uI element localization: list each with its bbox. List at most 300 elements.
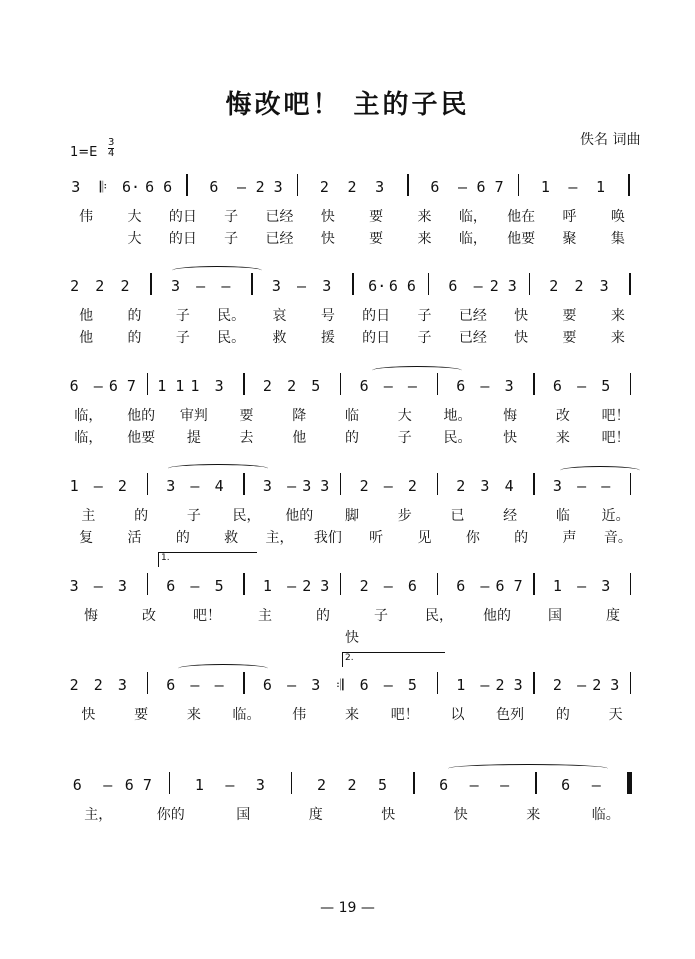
note: – xyxy=(577,477,587,495)
barline xyxy=(518,174,520,196)
time-sig-denominator: 4 xyxy=(108,148,115,159)
lyric-word: 去 xyxy=(239,430,254,446)
lyric-word: 我们 xyxy=(313,530,342,546)
lyric-line xyxy=(62,627,642,647)
lyric-word: 他的 xyxy=(483,608,511,624)
lyric-word: 国 xyxy=(548,608,562,624)
lyric-line xyxy=(62,427,642,447)
lyric-word: 国 xyxy=(236,807,251,823)
note: 6 xyxy=(262,676,272,694)
note: – xyxy=(287,676,297,694)
note: 2 xyxy=(120,277,130,295)
note: – xyxy=(287,477,297,495)
note: – xyxy=(93,477,103,495)
lyric-word: 已经 xyxy=(265,209,294,225)
note: – xyxy=(103,776,113,794)
lyric-word: 救 xyxy=(224,530,239,546)
note: 3 xyxy=(255,776,265,794)
lyric-word: 集 xyxy=(610,231,625,247)
lyric-word: 的 xyxy=(175,530,190,546)
lyric-word: 子 xyxy=(374,608,388,624)
lyric-line xyxy=(62,605,642,625)
lyric-word: 主， xyxy=(84,807,113,823)
lyric-word: 要 xyxy=(562,308,577,324)
note: – xyxy=(457,178,467,196)
lyric-word: 子 xyxy=(175,308,190,324)
note: 6· xyxy=(368,277,387,295)
key-signature xyxy=(70,145,97,160)
lyric-word: 的日 xyxy=(168,231,197,247)
note: 2 3 xyxy=(592,676,620,694)
note: – xyxy=(591,776,601,794)
lyric-word: 临， xyxy=(74,408,103,424)
lyric-word: 色列 xyxy=(496,707,525,723)
lyric-word: 民， xyxy=(425,608,453,624)
barline xyxy=(533,573,535,595)
lyric-word: 来 xyxy=(417,231,432,247)
note: 5 xyxy=(311,377,321,395)
lyric-word: 地。 xyxy=(443,408,472,424)
note: 1 xyxy=(596,178,606,196)
lyric-word: 哀 xyxy=(272,308,287,324)
note: 6 xyxy=(448,277,458,295)
note: 2 xyxy=(549,277,559,295)
lyric-word: 聚 xyxy=(562,231,577,247)
note: 3 xyxy=(262,477,272,495)
lyric-word: 要 xyxy=(134,707,149,723)
note: 3 xyxy=(375,178,385,196)
lyric-word: 大 xyxy=(397,408,412,424)
lyric-word: 子 xyxy=(417,330,432,346)
note: 3 xyxy=(599,277,609,295)
note: 6 7 xyxy=(476,178,504,196)
note: 4 xyxy=(214,477,224,495)
note: – xyxy=(407,377,417,395)
barline xyxy=(186,174,188,196)
note: 2 xyxy=(117,477,127,495)
page-number: — 19 — xyxy=(320,900,375,916)
lyric-word: 来 xyxy=(610,308,625,324)
slur xyxy=(172,266,262,275)
note: 1 xyxy=(540,178,550,196)
lyric-word: 吧！ xyxy=(390,707,419,723)
lyric-word: 他 xyxy=(79,308,94,324)
lyric-word: 的日 xyxy=(168,209,197,225)
barline xyxy=(413,772,415,794)
note: 3 xyxy=(552,477,562,495)
lyric-word: 快 xyxy=(345,630,359,646)
time-sig-numerator: 3 xyxy=(108,137,115,148)
barline xyxy=(437,672,439,694)
barline xyxy=(437,573,439,595)
note: 6 xyxy=(439,776,449,794)
lyric-word: 来 xyxy=(610,330,625,346)
lyric-word: 近。 xyxy=(601,508,630,524)
note: 3 xyxy=(166,477,176,495)
lyric-word: 活 xyxy=(127,530,142,546)
note: 2 xyxy=(347,776,357,794)
note: 6 xyxy=(561,776,571,794)
lyric-word: 见 xyxy=(417,530,432,546)
note: 6 xyxy=(552,377,562,395)
lyric-word: 子 xyxy=(417,308,432,324)
barline xyxy=(407,174,409,196)
note: 3 xyxy=(214,377,224,395)
note: 2 3 xyxy=(302,577,330,595)
lyric-word: 的 xyxy=(555,707,570,723)
lyric-line xyxy=(62,505,642,525)
lyric-word: 要 xyxy=(369,231,384,247)
slur xyxy=(178,664,268,673)
barline xyxy=(533,373,535,395)
slur xyxy=(448,764,608,773)
lyric-word: 已经 xyxy=(458,330,487,346)
lyric-word: 经 xyxy=(503,508,518,524)
note: – xyxy=(93,577,103,595)
lyric-word: 子 xyxy=(397,430,412,446)
note: 5 xyxy=(214,577,224,595)
note: 2 xyxy=(93,676,103,694)
lyric-word: 大 xyxy=(127,231,142,247)
note: 2 xyxy=(70,277,80,295)
barline xyxy=(630,672,632,694)
barline xyxy=(533,672,535,694)
note: 2 xyxy=(456,477,466,495)
lyric-word: 的 xyxy=(514,530,529,546)
lyric-line xyxy=(62,804,642,824)
lyric-word: 的日 xyxy=(362,308,391,324)
lyric-word: 要 xyxy=(239,408,254,424)
lyric-word: 音。 xyxy=(603,530,632,546)
lyric-word: 子 xyxy=(224,209,239,225)
lyric-word: 快 xyxy=(514,330,529,346)
barline xyxy=(340,573,342,595)
key-label: 1=E xyxy=(70,145,98,160)
lyric-word: 来 xyxy=(526,807,541,823)
lyric-word: 步 xyxy=(397,508,412,524)
lyric-word: 临， xyxy=(458,209,487,225)
lyric-word: 他 xyxy=(292,430,307,446)
barline xyxy=(529,273,531,295)
barline xyxy=(437,373,439,395)
note: 6 xyxy=(166,577,176,595)
lyric-word: 悔 xyxy=(84,608,98,624)
lyric-word: 他要 xyxy=(507,231,536,247)
note: 6 xyxy=(407,577,417,595)
lyric-word: 来 xyxy=(555,430,570,446)
barline xyxy=(437,473,439,495)
lyric-word: 要 xyxy=(562,330,577,346)
note: 3 xyxy=(480,477,490,495)
note: 6 xyxy=(69,377,79,395)
lyric-word: 救 xyxy=(272,330,287,346)
lyric-word: 他 xyxy=(79,330,94,346)
lyric-word: 伟 xyxy=(79,209,94,225)
note: – xyxy=(287,577,297,595)
barline xyxy=(535,772,537,794)
lyric-word: 临。 xyxy=(591,807,620,823)
note: – xyxy=(469,776,479,794)
note: – xyxy=(190,477,200,495)
note: – xyxy=(225,776,235,794)
volta-bracket-1: 1. xyxy=(158,552,257,567)
note: – xyxy=(214,676,224,694)
note: – xyxy=(383,377,393,395)
note: 3 xyxy=(117,676,127,694)
lyric-word: 快 xyxy=(514,308,529,324)
notation-row xyxy=(62,567,642,607)
lyric-word: 悔 xyxy=(503,408,518,424)
lyric-word: 呼 xyxy=(562,209,577,225)
lyric-line xyxy=(62,305,642,325)
note: 2 xyxy=(574,277,584,295)
barline xyxy=(297,174,299,196)
note: – xyxy=(577,377,587,395)
lyric-word: 已 xyxy=(450,508,465,524)
lyric-word: 度 xyxy=(606,608,620,624)
lyric-line xyxy=(62,527,642,547)
note: 6 xyxy=(209,178,219,196)
lyric-word: 主， xyxy=(265,530,294,546)
lyric-word: 审判 xyxy=(179,408,208,424)
barline xyxy=(340,473,342,495)
lyric-word: 的 xyxy=(316,608,330,624)
note: – xyxy=(577,577,587,595)
lyric-word: 吧！ xyxy=(601,430,630,446)
barline xyxy=(251,273,253,295)
note: 3 xyxy=(504,377,514,395)
note: – xyxy=(500,776,510,794)
lyric-word: 吧！ xyxy=(193,608,221,624)
barline xyxy=(628,174,630,196)
repeat-sign: 𝄇 xyxy=(336,676,344,694)
lyric-word: 民。 xyxy=(217,308,246,324)
note: 4 xyxy=(504,477,514,495)
note: 2 3 xyxy=(489,277,517,295)
lyric-word: 的日 xyxy=(362,330,391,346)
lyric-word: 伟 xyxy=(292,707,307,723)
note: – xyxy=(480,377,490,395)
lyric-word: 唤 xyxy=(610,209,625,225)
note: 3 3 xyxy=(302,477,330,495)
barline xyxy=(340,373,342,395)
barline xyxy=(147,373,149,395)
lyric-word: 临 xyxy=(555,508,570,524)
lyric-word: 快 xyxy=(320,231,335,247)
note: 6 7 xyxy=(495,577,523,595)
note: – xyxy=(237,178,247,196)
lyric-word: 的 xyxy=(345,430,359,446)
barline xyxy=(630,373,632,395)
barline xyxy=(243,672,245,694)
note: – xyxy=(480,676,490,694)
lyric-word: 改 xyxy=(555,408,570,424)
note: 6 7 xyxy=(124,776,152,794)
note: 3 xyxy=(311,676,321,694)
author-credit: 佚名 词曲 xyxy=(580,132,641,148)
lyric-word: 快 xyxy=(453,807,468,823)
note: 2 xyxy=(319,178,329,196)
note: – xyxy=(568,178,578,196)
lyric-word: 度 xyxy=(308,807,323,823)
notation-row xyxy=(62,267,642,307)
note: 6 6 xyxy=(388,277,416,295)
lyric-word: 你的 xyxy=(156,807,185,823)
lyric-word: 来 xyxy=(345,707,359,723)
lyric-word: 他要 xyxy=(127,430,156,446)
note: 1 xyxy=(262,577,272,595)
barline xyxy=(630,473,632,495)
barline xyxy=(147,672,149,694)
lyric-word: 他的 xyxy=(285,508,314,524)
lyric-word: 临， xyxy=(458,231,487,247)
lyric-word: 快 xyxy=(503,430,518,446)
lyric-word: 子 xyxy=(186,508,201,524)
final-barline xyxy=(627,772,632,794)
lyric-line xyxy=(62,228,642,248)
lyric-word: 临。 xyxy=(232,707,261,723)
note: 3 xyxy=(69,577,79,595)
lyric-word: 的 xyxy=(127,308,142,324)
note: – xyxy=(383,676,393,694)
note: 6 xyxy=(456,577,466,595)
note: 2 xyxy=(262,377,272,395)
time-signature xyxy=(108,138,114,159)
note: 2 xyxy=(407,477,417,495)
note: 6 xyxy=(72,776,82,794)
note: – xyxy=(190,676,200,694)
lyric-word: 来 xyxy=(417,209,432,225)
lyric-word: 天 xyxy=(608,707,623,723)
slur xyxy=(372,366,462,375)
lyric-word: 快 xyxy=(81,707,96,723)
lyric-word: 脚 xyxy=(345,508,359,524)
note: 6 xyxy=(359,676,369,694)
lyric-line xyxy=(62,405,642,425)
note: 1 1 xyxy=(157,377,185,395)
note: 5 xyxy=(407,676,417,694)
note: 1 xyxy=(194,776,204,794)
note: 1 xyxy=(552,577,562,595)
song-title: 悔改吧！ 主的子民 xyxy=(225,90,470,120)
note: 6 6 xyxy=(145,178,173,196)
note: 6 7 xyxy=(108,377,136,395)
lyric-word: 以 xyxy=(450,707,465,723)
lyric-word: 大 xyxy=(127,209,142,225)
lyric-word: 主 xyxy=(258,608,272,624)
lyric-word: 他的 xyxy=(127,408,156,424)
note: 2 3 xyxy=(495,676,523,694)
barline xyxy=(630,573,632,595)
note: – xyxy=(196,277,206,295)
lyric-word: 子 xyxy=(175,330,190,346)
lyric-word: 快 xyxy=(320,209,335,225)
lyric-line xyxy=(62,704,642,724)
note: 3 xyxy=(601,577,611,595)
note: – xyxy=(297,277,307,295)
lyric-word: 降 xyxy=(292,408,307,424)
lyric-word: 听 xyxy=(369,530,384,546)
note: – xyxy=(190,577,200,595)
lyric-word: 号 xyxy=(320,308,335,324)
lyric-word: 子 xyxy=(224,231,239,247)
lyric-word: 来 xyxy=(186,707,201,723)
note: 2 xyxy=(552,676,562,694)
lyric-word: 援 xyxy=(320,330,335,346)
barline xyxy=(352,273,354,295)
barline xyxy=(150,273,152,295)
lyric-word: 民。 xyxy=(217,330,246,346)
slur xyxy=(168,464,268,473)
lyric-word: 快 xyxy=(381,807,396,823)
repeat-sign: 𝄆 xyxy=(99,178,108,196)
note: – xyxy=(473,277,483,295)
note: – xyxy=(383,577,393,595)
barline xyxy=(147,473,149,495)
note: – xyxy=(221,277,231,295)
notation-row xyxy=(62,367,642,407)
lyric-word: 民， xyxy=(232,508,261,524)
note: – xyxy=(577,676,587,694)
note: 6 xyxy=(456,377,466,395)
lyric-word: 要 xyxy=(369,209,384,225)
note: 6 xyxy=(430,178,440,196)
volta-bracket-2: 2. xyxy=(342,652,445,667)
note: 6· xyxy=(122,178,141,196)
note: 2 xyxy=(359,477,369,495)
lyric-word: 他在 xyxy=(507,209,536,225)
note: 2 xyxy=(316,776,326,794)
lyric-word: 主 xyxy=(81,508,96,524)
notation-row xyxy=(62,168,642,208)
lyric-word: 复 xyxy=(79,530,94,546)
lyric-word: 临， xyxy=(74,430,103,446)
barline xyxy=(147,573,149,595)
note: 5 xyxy=(601,377,611,395)
note: 2 3 xyxy=(255,178,283,196)
barline xyxy=(243,573,245,595)
note: 6 xyxy=(166,676,176,694)
note: 5 xyxy=(378,776,388,794)
lyric-word: 提 xyxy=(186,430,201,446)
note: 6 xyxy=(359,377,369,395)
lyric-word: 的 xyxy=(127,330,142,346)
note: – xyxy=(601,477,611,495)
notation-row xyxy=(62,666,642,706)
barline xyxy=(243,473,245,495)
note: 3 xyxy=(117,577,127,595)
lyric-line xyxy=(62,327,642,347)
note: 3 xyxy=(322,277,332,295)
notation-row xyxy=(62,467,642,507)
lyric-word: 吧！ xyxy=(601,408,630,424)
note: 3 xyxy=(71,178,81,196)
note: – xyxy=(480,577,490,595)
note: 3 xyxy=(170,277,180,295)
note: – xyxy=(383,477,393,495)
note: – xyxy=(93,377,103,395)
barline xyxy=(533,473,535,495)
lyric-line xyxy=(62,206,642,226)
note: 1 xyxy=(69,477,79,495)
note: 2 xyxy=(359,577,369,595)
lyric-word: 的 xyxy=(134,508,149,524)
lyric-word: 已经 xyxy=(265,231,294,247)
slur xyxy=(560,466,640,475)
lyric-word: 民。 xyxy=(443,430,472,446)
note: 2 xyxy=(287,377,297,395)
lyric-word: 临 xyxy=(345,408,359,424)
